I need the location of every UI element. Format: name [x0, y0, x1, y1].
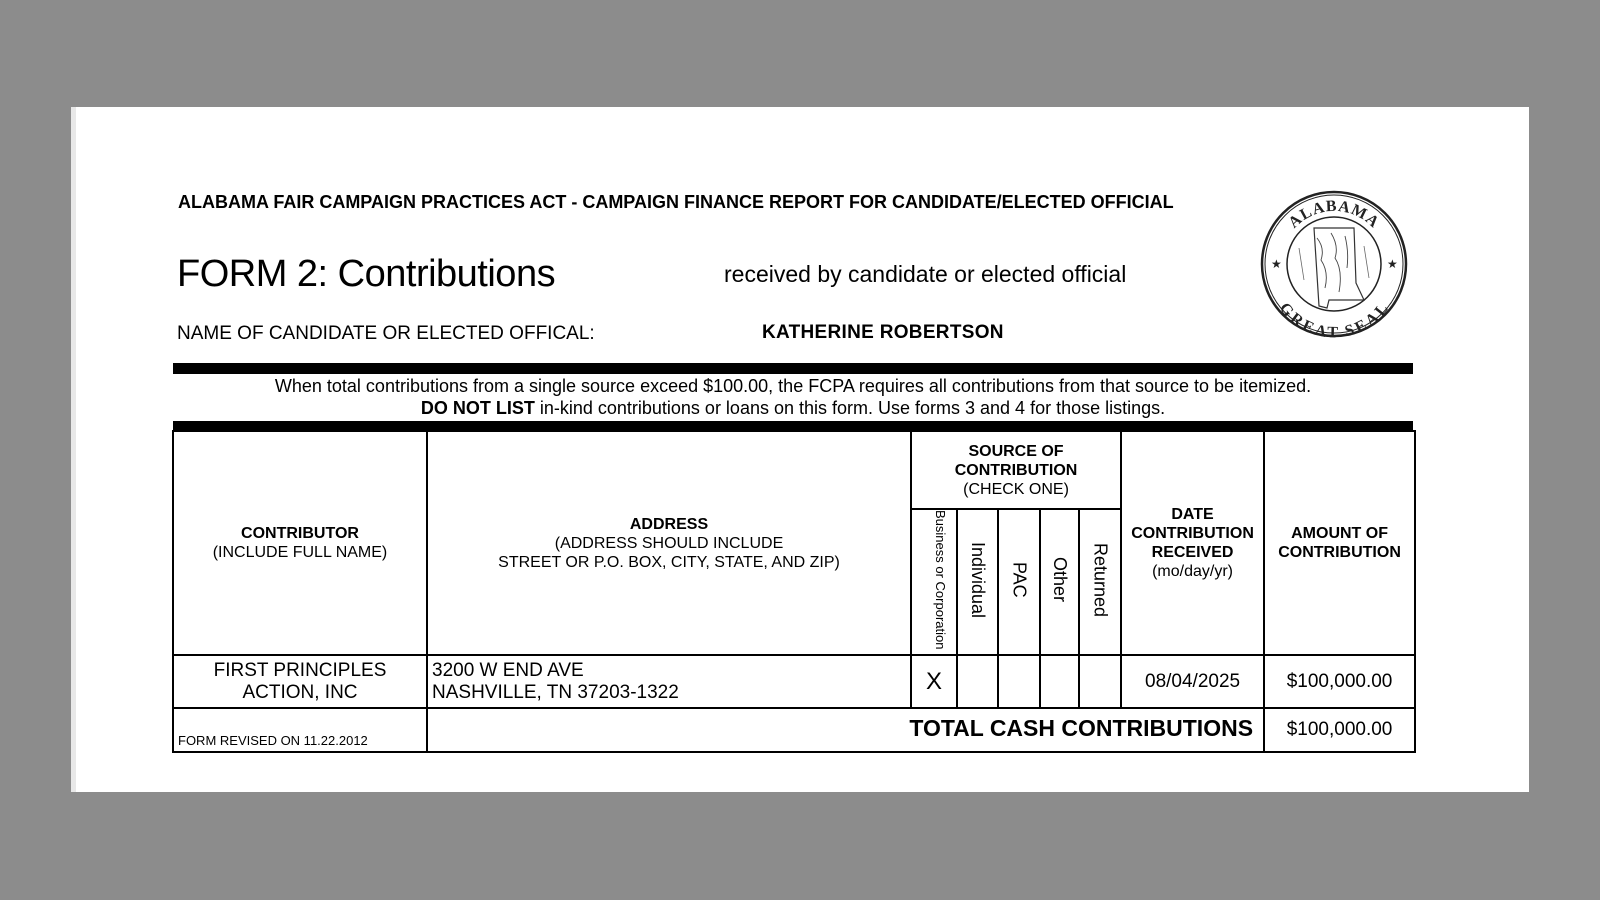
- source-mark-pac: [998, 655, 1040, 708]
- seal-top-text: ALABAMA: [1285, 197, 1383, 232]
- source-type-other: Other: [1040, 509, 1079, 655]
- col-header-source: SOURCE OF CONTRIBUTION (CHECK ONE): [911, 431, 1121, 509]
- form-revised-note: FORM REVISED ON 11.22.2012: [173, 708, 427, 752]
- source-type-individual: Individual: [957, 509, 998, 655]
- svg-text:★: ★: [1387, 257, 1398, 271]
- table-total-row: [173, 708, 1415, 752]
- source-mark-returned: [1079, 655, 1121, 708]
- svg-text:GREAT SEAL: [1276, 300, 1392, 340]
- total-amount: $100,000.00: [1264, 708, 1415, 752]
- contributions-table: [172, 430, 1416, 753]
- form-subtitle: received by candidate or elected official: [724, 261, 1127, 287]
- notice-line-2-rest: in-kind contributions or loans on this form. Use forms 3 and 4 for those listings.: [534, 398, 1166, 418]
- source-mark-other: [1040, 655, 1079, 708]
- col-header-amount: AMOUNT OF CONTRIBUTION: [1264, 431, 1415, 655]
- col-header-date: DATE CONTRIBUTION RECEIVED (mo/day/yr): [1121, 431, 1264, 655]
- form-name: FORM 2: Contributions: [177, 253, 556, 295]
- contributor-cell: FIRST PRINCIPLES ACTION, INC: [173, 655, 427, 708]
- notice-line-2: [173, 397, 1413, 419]
- source-mark-business: X: [911, 655, 957, 708]
- candidate-name-label: NAME OF CANDIDATE OR ELECTED OFFICAL:: [177, 323, 595, 344]
- seal-bottom-text: GREAT SEAL: [1275, 299, 1393, 340]
- source-type-returned: Returned: [1079, 509, 1121, 655]
- address-cell: 3200 W END AVE NASHVILLE, TN 37203-1322: [427, 655, 911, 708]
- state-seal-icon: [1259, 188, 1409, 340]
- source-type-pac: PAC: [998, 509, 1040, 655]
- svg-text:★: ★: [1271, 257, 1282, 271]
- page-edge: [71, 107, 76, 792]
- table-header-row: [173, 431, 1415, 509]
- candidate-name-value: KATHERINE ROBERTSON: [762, 322, 1004, 343]
- report-title: ALABAMA FAIR CAMPAIGN PRACTICES ACT - CAMPAIGN FINANCE REPORT FOR CANDIDATE/ELECTED OFFICIAL: [178, 192, 1174, 212]
- divider-bar: [173, 363, 1413, 374]
- col-header-address: ADDRESS (ADDRESS SHOULD INCLUDE STREET OR P.O. BOX, CITY, STATE, AND ZIP): [427, 431, 911, 655]
- col-header-contributor: CONTRIBUTOR (INCLUDE FULL NAME): [173, 431, 427, 655]
- source-mark-individual: [957, 655, 998, 708]
- itemization-notice: [173, 375, 1413, 419]
- svg-text:ALABAMA: [1285, 198, 1382, 232]
- source-type-business: Business or Corporation: [911, 509, 957, 655]
- amount-cell: $100,000.00: [1264, 655, 1415, 708]
- notice-do-not-list: DO NOT LIST: [420, 398, 535, 418]
- total-label: TOTAL CASH CONTRIBUTIONS: [427, 708, 1264, 752]
- date-cell: 08/04/2025: [1121, 655, 1264, 708]
- table-row: [173, 655, 1415, 708]
- notice-line-1: When total contributions from a single source exceed $100.00, the FCPA requires all contributions from that source to be itemized.: [274, 376, 1312, 396]
